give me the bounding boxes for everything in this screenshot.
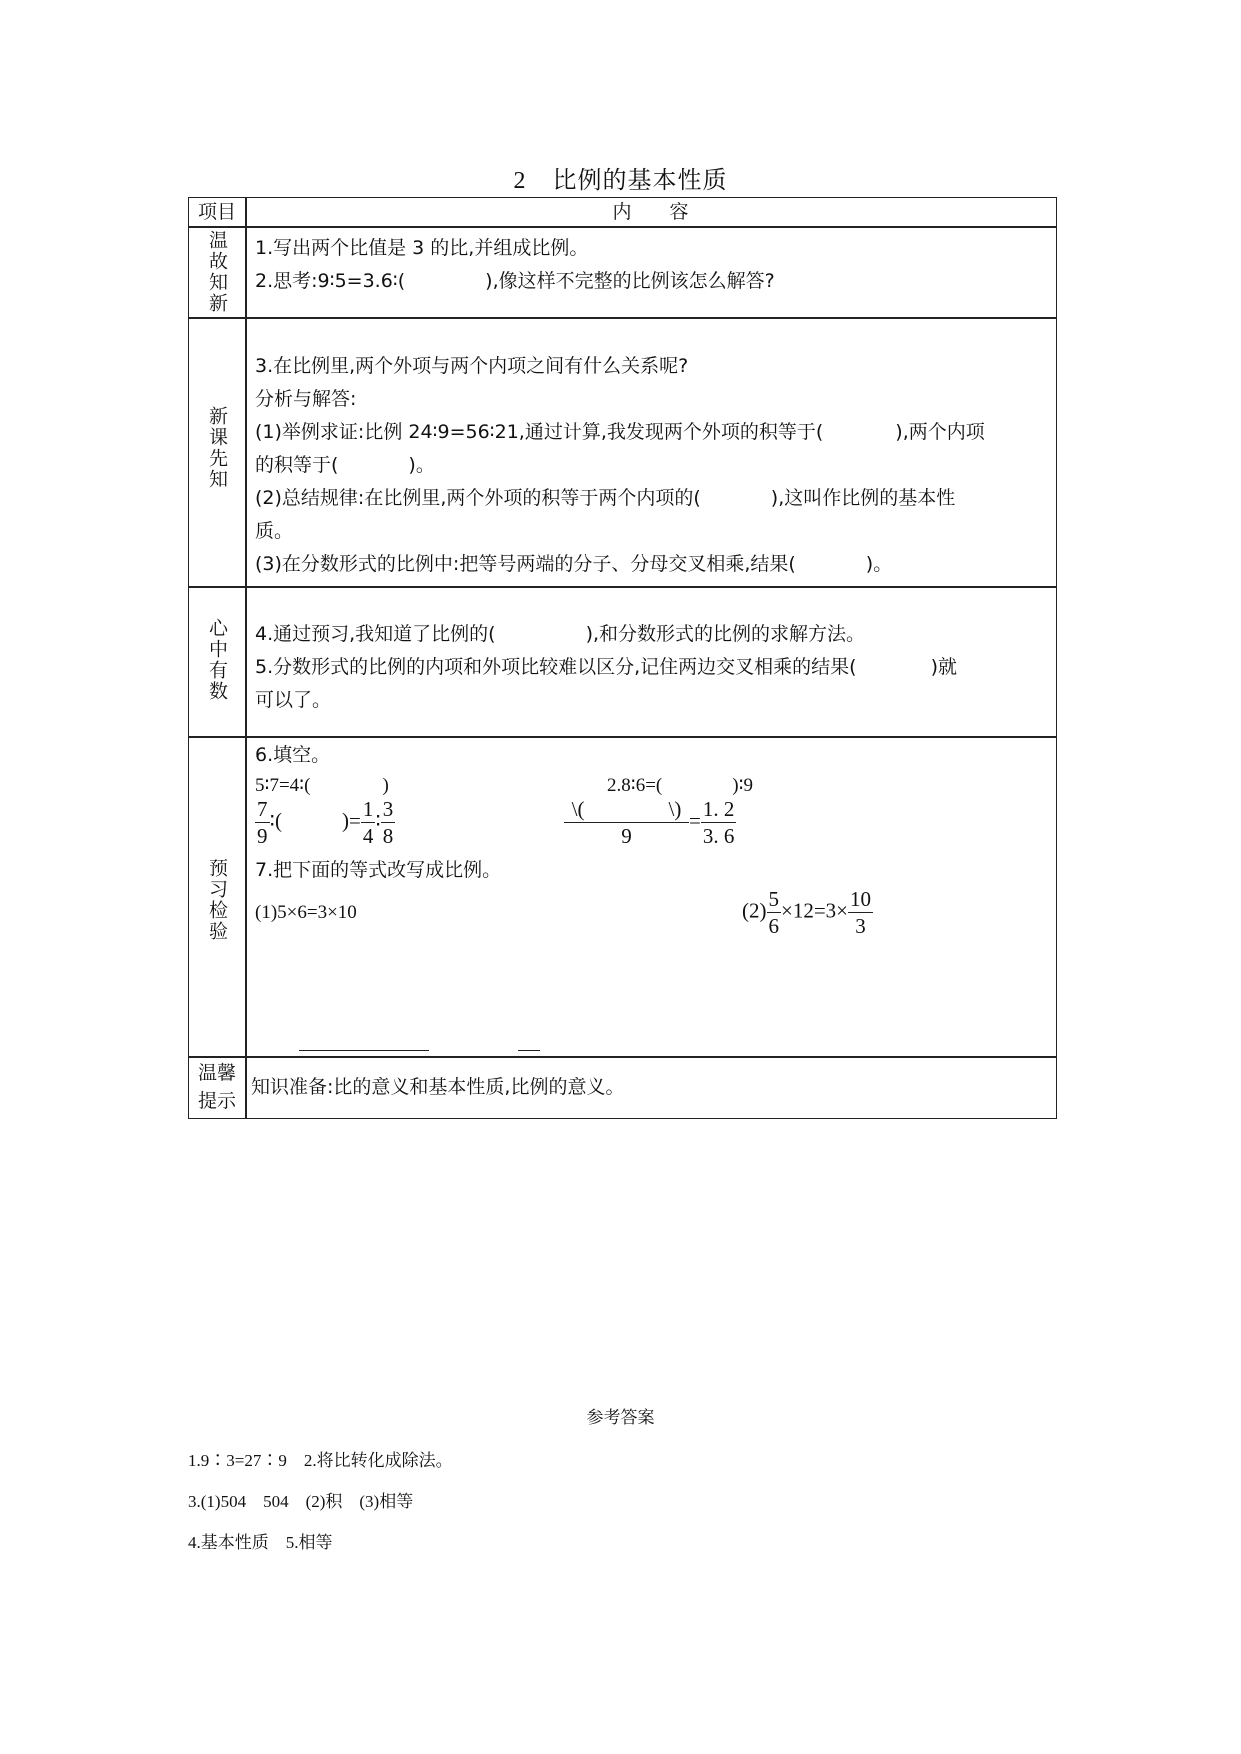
answer-line-3: 4.基本性质 5.相等	[188, 1533, 333, 1552]
review-q1: 1.写出两个比值是 3 的比,并组成比例。	[255, 237, 589, 259]
worksheet-table	[188, 197, 1057, 1119]
check-q6: 6.填空。	[255, 744, 331, 766]
mind-q4: 4.通过预习,我知道了比例的( ),和分数形式的比例的求解方法。	[255, 623, 866, 645]
row-divider	[189, 736, 1056, 738]
fraction: $\frac{1. 2}{3. 6}$	[702, 797, 735, 848]
header-item: 项目	[197, 201, 236, 223]
check-e2: 2.8∶6=( )∶9	[607, 775, 754, 796]
fraction: $\frac{7}{9}$	[257, 797, 268, 848]
check-p72: (2) $\frac{5}{6}$ ×12=3× $\frac{10}{3}$	[742, 887, 872, 938]
page-title	[0, 160, 1241, 195]
newlesson-p3: (3)在分数形式的比例中:把等号两端的分子、分母交叉相乘,结果( )。	[255, 553, 893, 575]
newlesson-q3: 3.在比例里,两个外项与两个内项之间有什么关系呢?	[255, 355, 689, 377]
answer-line-2: 3.(1)504 504 (2)积 (3)相等	[188, 1492, 414, 1511]
newlesson-content	[255, 350, 1045, 581]
column-divider	[245, 198, 247, 1118]
row-divider	[189, 586, 1056, 588]
answer-line-1: 1.9∶3=27∶9 2.将比转化成除法。	[188, 1451, 453, 1470]
check-q7: 7.把下面的等式改写成比例。	[255, 859, 502, 881]
newlesson-p1-cont: 的积等于( )。	[255, 454, 435, 476]
section-label-review: 温故知新	[206, 230, 228, 314]
answer-line	[518, 1050, 540, 1051]
mind-q5-cont: 可以了。	[255, 689, 332, 711]
title-text: 比例的基本性质	[552, 166, 728, 194]
row-divider	[189, 226, 1056, 228]
header-content: 内 容	[612, 201, 689, 223]
mind-q5: 5.分数形式的比例的内项和外项比较难以区分,记住两边交叉相乘的结果( )就	[255, 656, 958, 678]
check-e3: $\frac{7}{9}$ ∶( )= $\frac{1}{4}$ ∶ $\frac{3}{8}$	[257, 797, 394, 848]
answers-title: 参考答案	[586, 1408, 655, 1428]
answer-line	[299, 1050, 429, 1051]
section-label-newlesson: 新课先知	[206, 406, 228, 490]
section-label-check: 预习检验	[206, 858, 228, 942]
title-number: 2	[513, 168, 527, 194]
row-divider	[189, 317, 1056, 319]
fraction: $\frac{3}{8}$	[382, 797, 394, 848]
tips-text: 知识准备:比的意义和基本性质,比例的意义。	[251, 1076, 625, 1098]
mind-content	[255, 618, 1045, 717]
review-q2: 2.思考:9∶5=3.6∶( ),像这样不完整的比例该怎么解答?	[255, 270, 775, 292]
row-divider	[189, 1056, 1056, 1058]
check-e4: $\frac{\backslash( \backslash)}{9}$ = $\frac{1. 2}{3. 6}$	[564, 796, 736, 849]
newlesson-p1: (1)举例求证:比例 24∶9=56∶21,通过计算,我发现两个外项的积等于( ),两个内项	[255, 421, 985, 443]
section-label-mind: 心中有数	[206, 618, 228, 702]
check-p71: (1)5×6=3×10	[255, 902, 357, 923]
check-e1: 5∶7=4∶( )	[255, 775, 389, 796]
fraction: $\frac{\backslash( \backslash)}{9}$	[564, 796, 689, 849]
section-label-tips: 温馨提示	[197, 1062, 236, 1112]
newlesson-analysis: 分析与解答:	[255, 388, 357, 410]
fraction: $\frac{10}{3}$	[850, 887, 872, 938]
newlesson-p2: (2)总结规律:在比例里,两个外项的积等于两个内项的( ),这叫作比例的基本性	[255, 487, 956, 509]
newlesson-p2-cont: 质。	[255, 520, 294, 542]
review-content	[255, 232, 775, 298]
fraction: $\frac{1}{4}$	[362, 797, 374, 848]
fraction: $\frac{5}{6}$	[768, 887, 779, 938]
